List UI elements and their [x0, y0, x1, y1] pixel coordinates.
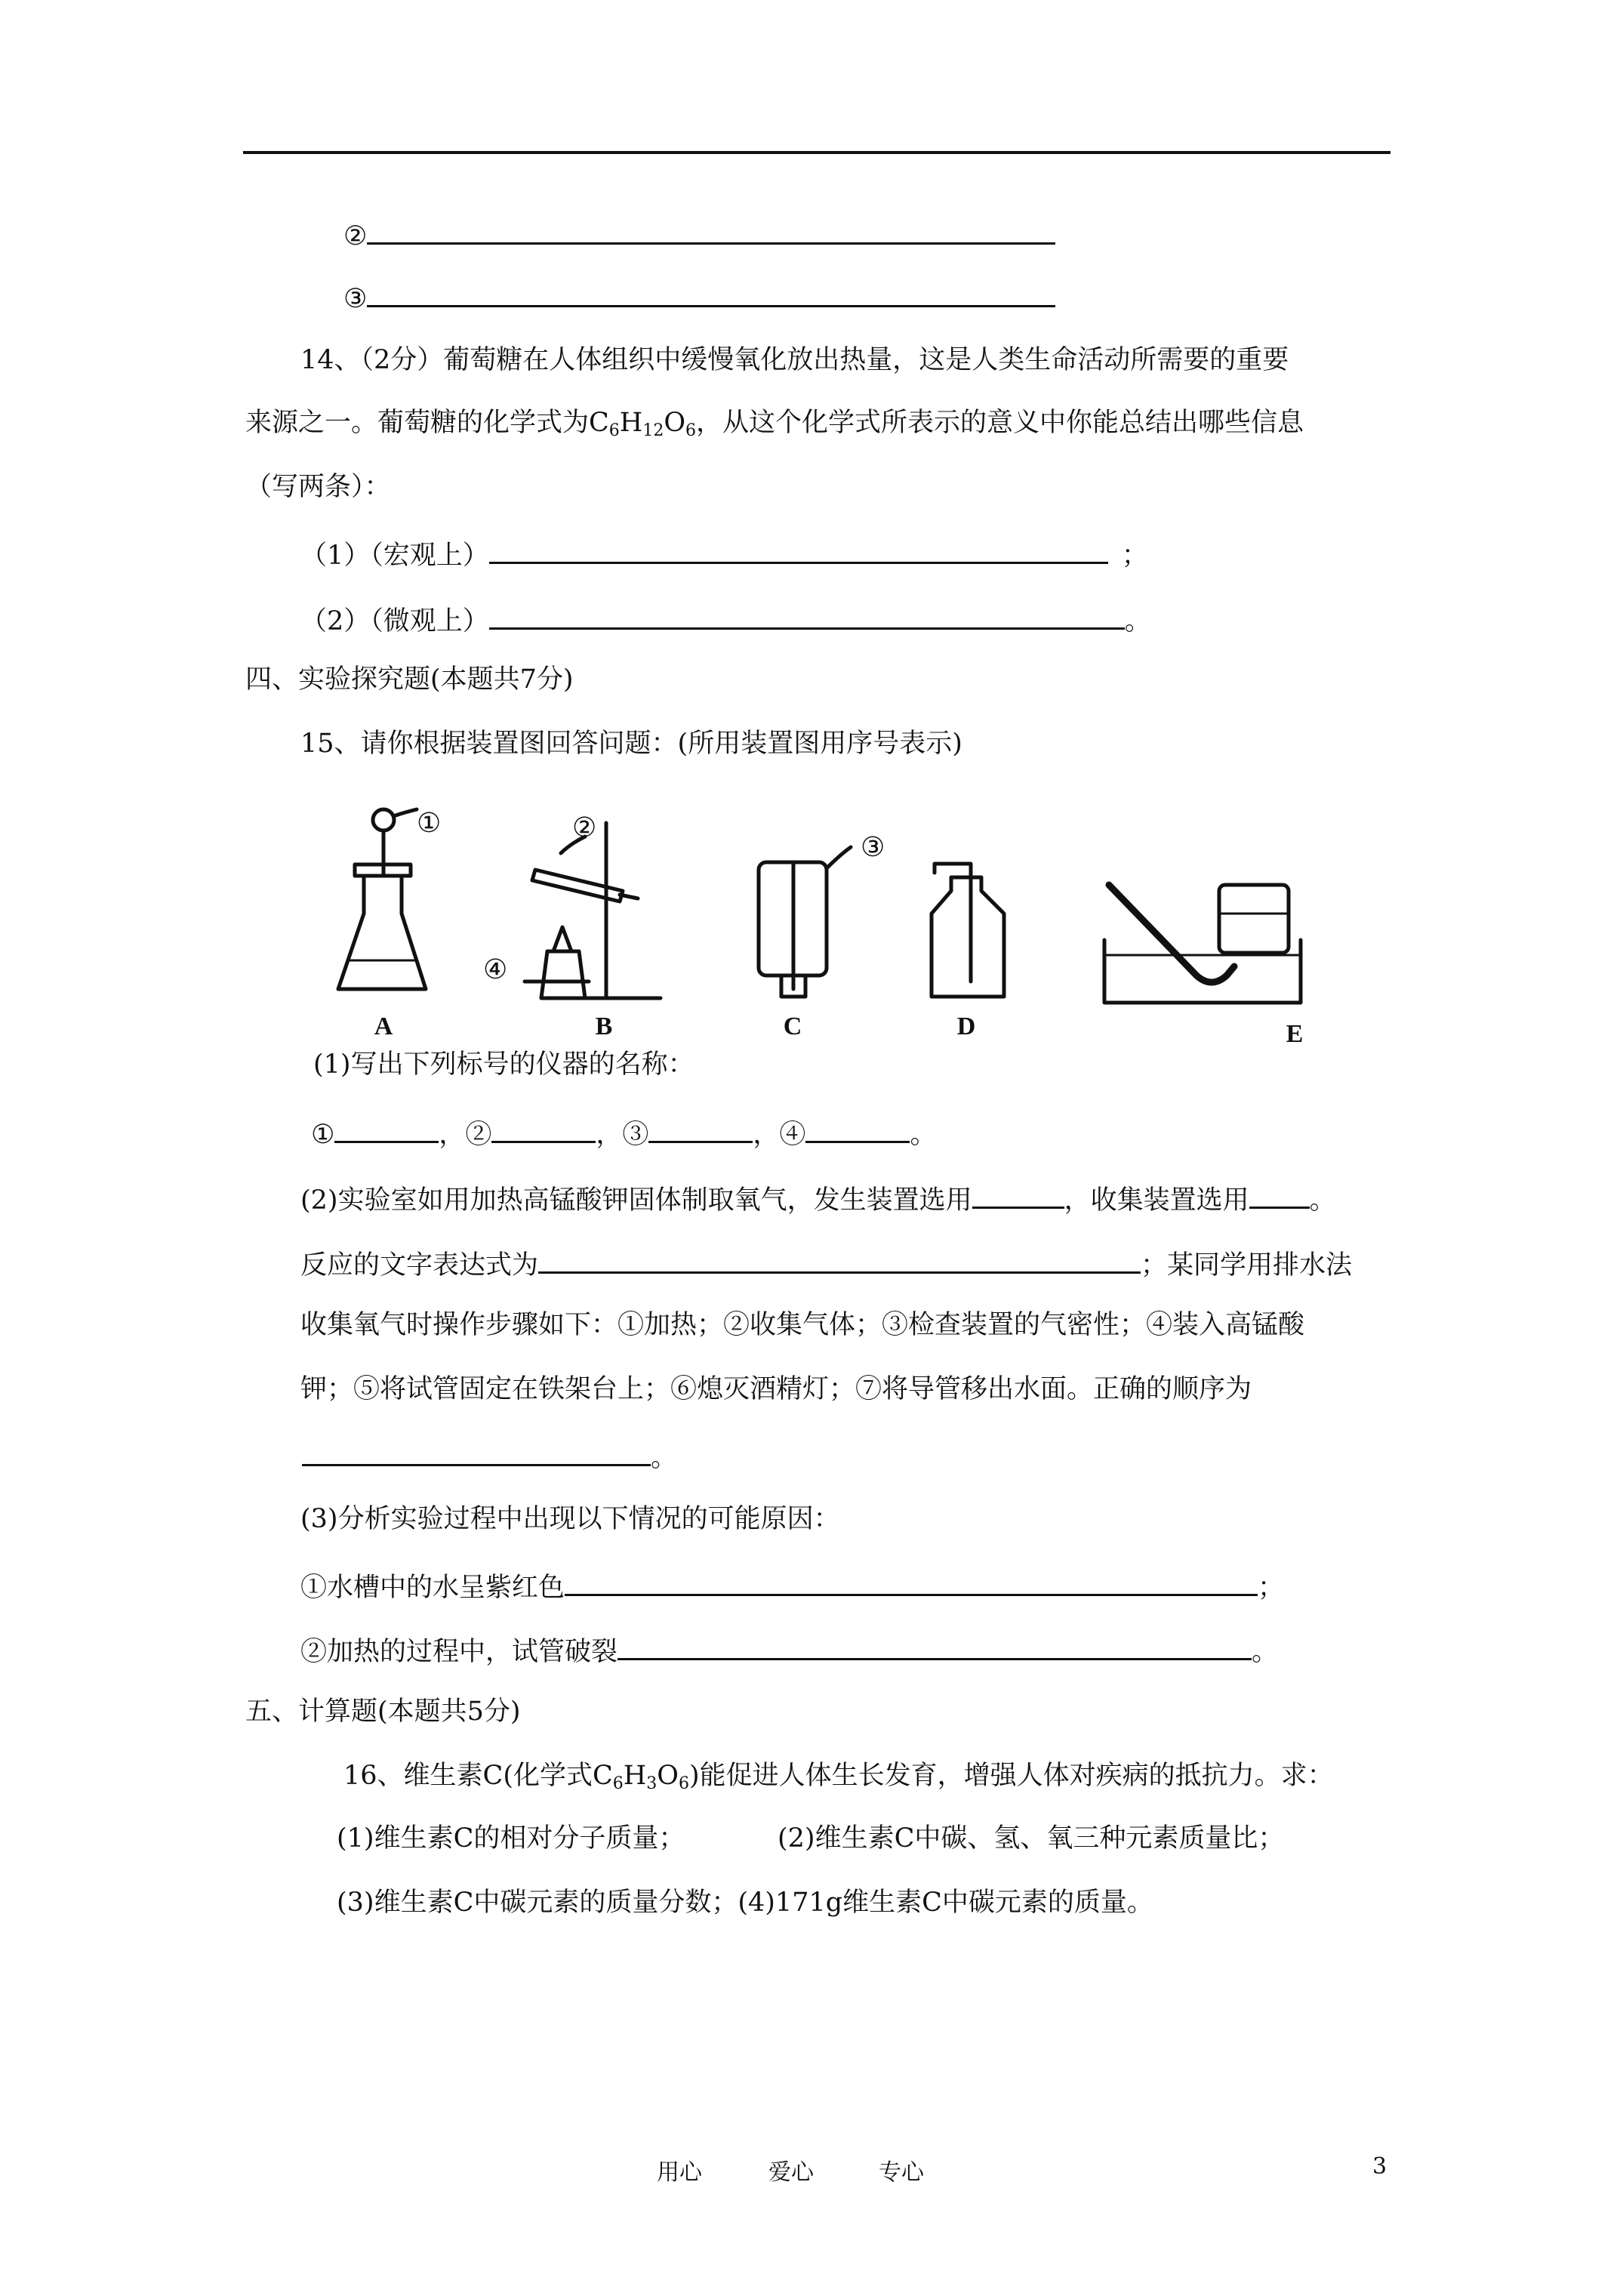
- q15-2-line-b: 反应的文字表达式为 ；某同学用排水法: [300, 1244, 1352, 1282]
- apparatus-b: [525, 823, 661, 998]
- page-number: 3: [1372, 2153, 1387, 2180]
- blank: [491, 1114, 596, 1143]
- q15-2-line-a: (2)实验室如用加热高锰酸钾固体制取氧气，发生装置选用 ，收集装置选用 。: [300, 1179, 1336, 1217]
- q15-2-line-c: 收集氧气时操作步骤如下：①加热；②收集气体；③检查装置的气密性；④装入高锰酸: [300, 1310, 1305, 1340]
- q14-item-1: （1）（宏观上） ；: [300, 535, 1148, 572]
- q15-1-blanks: ① ，② ，③ ，④ 。: [311, 1114, 936, 1151]
- q16-part-1: (1)维生素C的相对分子质量；: [337, 1823, 685, 1854]
- q15-3-item-1: ①水槽中的水呈紫红色 ；: [300, 1567, 1284, 1604]
- answer-line-3: [343, 278, 1055, 316]
- q14-text: ，从这个化学式所表示的意义中你能总结出哪些信息: [696, 408, 1304, 438]
- q15-3-prompt: (3)分析实验过程中出现以下情况的可能原因：: [300, 1504, 840, 1534]
- blank: [538, 1244, 1141, 1274]
- blank: [489, 535, 1108, 564]
- marker-3: ③: [861, 832, 885, 863]
- q14-line-b: [245, 406, 1304, 448]
- marker-2: ②: [343, 221, 368, 251]
- q15-prompt: 15、请你根据装置图回答问题：(所用装置图用序号表示): [300, 729, 962, 759]
- q16-prompt: 16、维生素C(化学式$C_6H_3O_6$)能促进人体生长发育，增强人体对疾病的抵抗力。求：: [343, 1761, 1334, 1793]
- blank: [972, 1179, 1064, 1209]
- blank: [489, 600, 1125, 630]
- answer-line-2: [343, 215, 1055, 253]
- footer-motto-3: 专心: [879, 2159, 924, 2186]
- label-d: D: [956, 1012, 976, 1040]
- marker-2: ②: [572, 812, 597, 843]
- footer-motto-2: 爱心: [768, 2159, 814, 2186]
- q14-line-c: （写两条）：: [245, 472, 391, 502]
- apparatus-figure: [332, 800, 1449, 1049]
- blank: [1249, 1179, 1310, 1209]
- blank: [648, 1114, 753, 1143]
- q15-1-prompt: (1)写出下列标号的仪器的名称：: [313, 1049, 694, 1080]
- q16-part-2: (2)维生素C中碳、氢、氧三种元素质量比；: [778, 1823, 1285, 1854]
- section-4-heading: 四、实验探究题(本题共7分): [245, 664, 574, 695]
- q15-2-line-d: 钾；⑤将试管固定在铁架台上；⑥熄灭酒精灯；⑦将导管移出水面。正确的顺序为: [300, 1374, 1252, 1404]
- vitc-formula: $C_6H_3O_6$: [592, 1761, 689, 1793]
- footer-motto-1: 用心: [657, 2159, 702, 2186]
- label-e: E: [1286, 1020, 1304, 1048]
- marker-3: ③: [343, 284, 368, 314]
- blank: [367, 215, 1055, 245]
- q14-line-a: 14、（2分）葡萄糖在人体组织中缓慢氧化放出热量，这是人类生命活动所需要的重要: [300, 345, 1289, 375]
- blank: [334, 1114, 439, 1143]
- marker-1: ①: [417, 808, 442, 839]
- q16-part-3-4: (3)维生素C中碳元素的质量分数；(4)171g维生素C中碳元素的质量。: [337, 1888, 1153, 1918]
- glucose-formula: $C_6H_{12}O_6$: [589, 408, 697, 440]
- label-c: C: [783, 1012, 802, 1040]
- apparatus-a: [338, 809, 426, 989]
- q14-text: 来源之一。葡萄糖的化学式为: [245, 408, 590, 438]
- label-a: A: [374, 1012, 393, 1040]
- q15-3-item-2: ②加热的过程中，试管破裂 。: [300, 1631, 1278, 1669]
- blank: [617, 1631, 1252, 1660]
- q15-2-line-e: 。: [302, 1437, 677, 1475]
- blank: [367, 278, 1055, 307]
- label-b: B: [595, 1012, 613, 1040]
- apparatus-c: [759, 847, 851, 997]
- apparatus-e: [1104, 885, 1301, 1003]
- blank: [805, 1114, 910, 1143]
- blank: [302, 1437, 651, 1466]
- blank: [565, 1567, 1258, 1596]
- section-5-heading: 五、计算题(本题共5分): [245, 1697, 521, 1727]
- apparatus-d: [932, 864, 1004, 997]
- header-rule: [243, 151, 1390, 154]
- q14-item-2: （2）（微观上） 。: [300, 600, 1151, 638]
- marker-4: ④: [483, 954, 508, 985]
